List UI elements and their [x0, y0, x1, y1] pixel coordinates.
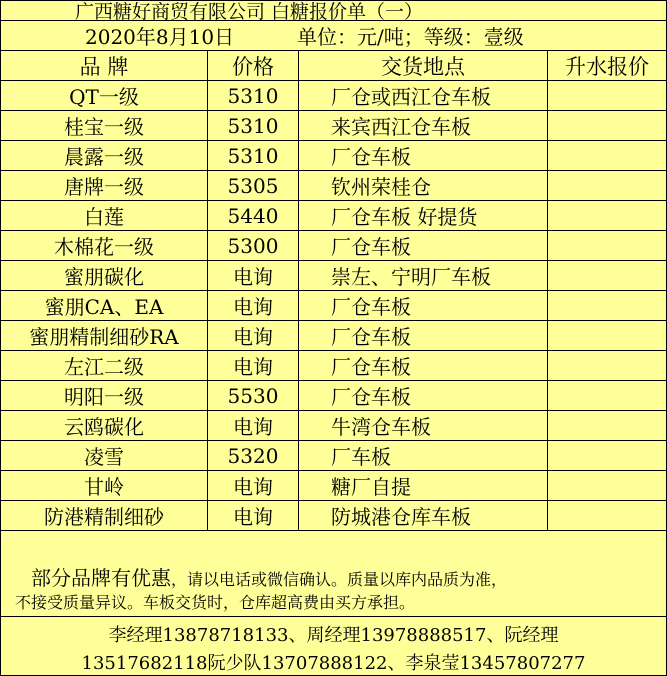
title-row: [1, 1, 666, 21]
cell-location: 厂仓车板: [299, 381, 548, 410]
cell-brand: 木棉花一级: [1, 231, 208, 260]
cell-premium: [548, 471, 666, 500]
table-row: [1, 321, 666, 351]
cell-premium: [548, 261, 666, 290]
cell-price: 5440: [208, 201, 299, 230]
note-line-1-rest: ，请以电话或微信确认。质量以库内品质为准，: [171, 570, 508, 589]
cell-price: 5530: [208, 381, 299, 410]
table-row: [1, 81, 666, 111]
table-row: [1, 291, 666, 321]
cell-price: 5305: [208, 171, 299, 200]
table-row: [1, 141, 666, 171]
cell-brand: 防港精制细砂: [1, 501, 208, 530]
table-row: [1, 171, 666, 201]
table-row: [1, 501, 666, 531]
header-location: 交货地点: [299, 51, 548, 80]
cell-location: 崇左、宁明厂车板: [299, 261, 548, 290]
note-line-2: 不接受质量异议。车板交货时，仓库超高费由买方承担。: [15, 593, 416, 612]
cell-location: 厂仓车板: [299, 291, 548, 320]
cell-premium: [548, 231, 666, 260]
cell-premium: [548, 381, 666, 410]
quote-date: 2020年8月10日: [85, 25, 235, 49]
cell-brand: QT一级: [1, 81, 208, 110]
cell-brand: 云鸥碳化: [1, 411, 208, 440]
cell-brand: 蜜朋碳化: [1, 261, 208, 290]
cell-premium: [548, 171, 666, 200]
cell-premium: [548, 291, 666, 320]
cell-location: 厂车板: [299, 441, 548, 470]
table-row: [1, 351, 666, 381]
cell-brand: 左江二级: [1, 351, 208, 380]
cell-brand: 桂宝一级: [1, 111, 208, 140]
cell-brand: 蜜朋精制细砂RA: [1, 321, 208, 350]
table-row: [1, 231, 666, 261]
cell-location: 厂仓车板: [299, 351, 548, 380]
cell-location: 来宾西江仓车板: [299, 111, 548, 140]
cell-location: 厂仓车板: [299, 321, 548, 350]
cell-premium: [548, 141, 666, 170]
cell-location: 防城港仓库车板: [299, 501, 548, 530]
cell-price: 5320: [208, 441, 299, 470]
cell-price: 电询: [208, 321, 299, 350]
cell-price: 5300: [208, 231, 299, 260]
unit-info: 单位：元/吨；等级：壹级: [297, 25, 524, 49]
cell-price: 5310: [208, 141, 299, 170]
cell-location: 厂仓车板 好提货: [299, 201, 548, 230]
cell-location: 钦州荣桂仓: [299, 171, 548, 200]
note-line-1: [31, 562, 507, 591]
cell-brand: 甘岭: [1, 471, 208, 500]
table-row: [1, 441, 666, 471]
cell-premium: [548, 501, 666, 530]
cell-premium: [548, 81, 666, 110]
header-premium: 升水报价: [565, 54, 649, 79]
cell-location: 糖厂自提: [299, 471, 548, 500]
cell-price: 电询: [208, 261, 299, 290]
contacts-line-1: 李经理13878718133、周经理13978888517、阮经理: [108, 625, 559, 646]
cell-brand: 晨露一级: [1, 141, 208, 170]
table-row: [1, 471, 666, 501]
date-row: [1, 21, 666, 51]
cell-price: 5310: [208, 111, 299, 140]
cell-premium: [548, 441, 666, 470]
header-brand: 品 牌: [1, 51, 208, 80]
cell-price: 电询: [208, 291, 299, 320]
cell-location: 厂仓或西江仓车板: [299, 81, 548, 110]
cell-brand: 唐牌一级: [1, 171, 208, 200]
cell-price: 电询: [208, 501, 299, 530]
table-row: [1, 201, 666, 231]
table-header: [1, 51, 666, 81]
cell-price: 5310: [208, 81, 299, 110]
cell-premium: [548, 111, 666, 140]
cell-premium: [548, 351, 666, 380]
cell-brand: 白莲: [1, 201, 208, 230]
cell-price: 电询: [208, 351, 299, 380]
table-row: [1, 111, 666, 141]
cell-brand: 明阳一级: [1, 381, 208, 410]
cell-premium: [548, 411, 666, 440]
cell-location: 牛湾仓车板: [299, 411, 548, 440]
note-highlight: 部分品牌有优惠: [31, 566, 171, 590]
sheet-title: 广西糖好商贸有限公司 白糖报价单（一）: [75, 1, 424, 23]
cell-price: 电询: [208, 411, 299, 440]
contacts-line-2: 13517682118阮少队13707888122、李泉莹13457807277: [81, 653, 586, 674]
table-row: [1, 261, 666, 291]
cell-location: 厂仓车板: [299, 141, 548, 170]
cell-premium: [548, 201, 666, 230]
cell-brand: 蜜朋CA、EA: [1, 291, 208, 320]
cell-brand: 凌雪: [1, 441, 208, 470]
header-price: 价格: [208, 51, 299, 80]
note-block: [1, 557, 666, 617]
table-row: [1, 381, 666, 411]
cell-premium: [548, 321, 666, 350]
cell-price: 电询: [208, 471, 299, 500]
cell-location: 厂仓车板: [299, 231, 548, 260]
table-row: [1, 411, 666, 441]
